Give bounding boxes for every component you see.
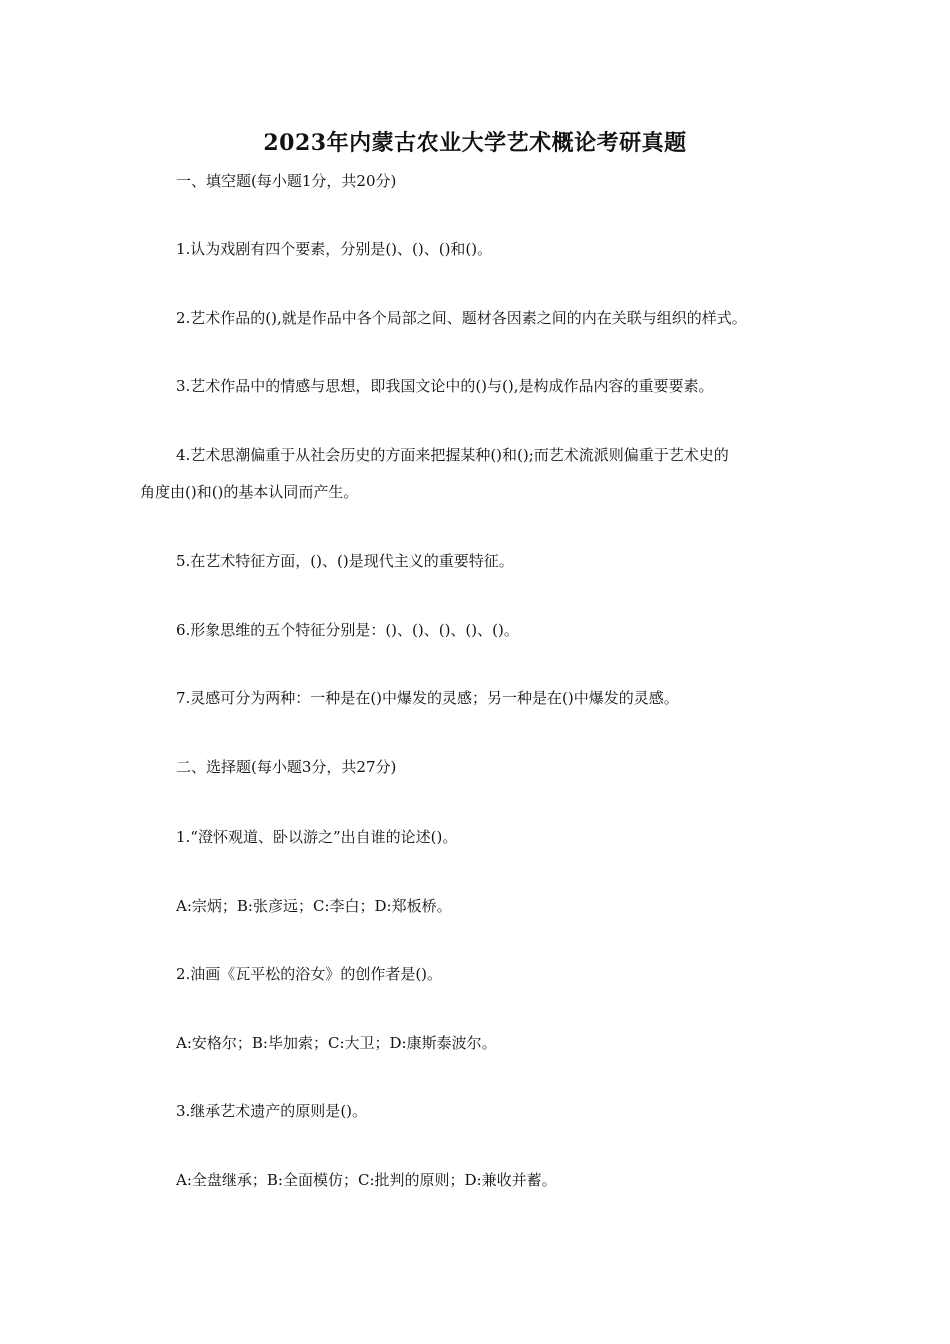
section-heading-multiple-choice: 二、选择题(每小题3分，共27分) [176, 758, 397, 776]
question-2-3-options: A:全盘继承；B:全面模仿；C:批判的原则；D:兼收并蓄。 [176, 1171, 557, 1189]
question-2-2: 2.油画《瓦平松的浴女》的创作者是()。 [176, 965, 443, 983]
question-2-3: 3.继承艺术遗产的原则是()。 [176, 1102, 368, 1120]
question-2-2-options: A:安格尔；B:毕加索；C:大卫；D:康斯泰波尔。 [176, 1034, 497, 1052]
document-title: 2023年内蒙古农业大学艺术概论考研真题 [263, 130, 687, 156]
question-1-6: 6.形象思维的五个特征分别是：()、()、()、()、()。 [176, 621, 519, 639]
question-1-4-continued: 角度由()和()的基本认同而产生。 [140, 483, 359, 501]
question-1-5: 5.在艺术特征方面，()、()是现代主义的重要特征。 [176, 552, 514, 570]
question-1-3: 3.艺术作品中的情感与思想，即我国文论中的()与(),是构成作品内容的重要要素。 [176, 377, 714, 395]
question-1-2: 2.艺术作品的(),就是作品中各个局部之间、题材各因素之间的内在关联与组织的样式。 [176, 309, 747, 327]
question-1-7: 7.灵感可分为两种：一种是在()中爆发的灵感；另一种是在()中爆发的灵感。 [176, 689, 679, 707]
section-heading-fill-in: 一、填空题(每小题1分，共20分) [176, 172, 397, 190]
question-1-1: 1.认为戏剧有四个要素，分别是()、()、()和()。 [176, 240, 493, 258]
question-2-1-options: A:宗炳；B:张彦远；C:李白；D:郑板桥。 [176, 897, 452, 915]
question-1-4: 4.艺术思潮偏重于从社会历史的方面来把握某种()和();而艺术流派则偏重于艺术史的 [176, 446, 729, 464]
question-2-1: 1.“澄怀观道、卧以游之”出自谁的论述()。 [176, 828, 458, 846]
